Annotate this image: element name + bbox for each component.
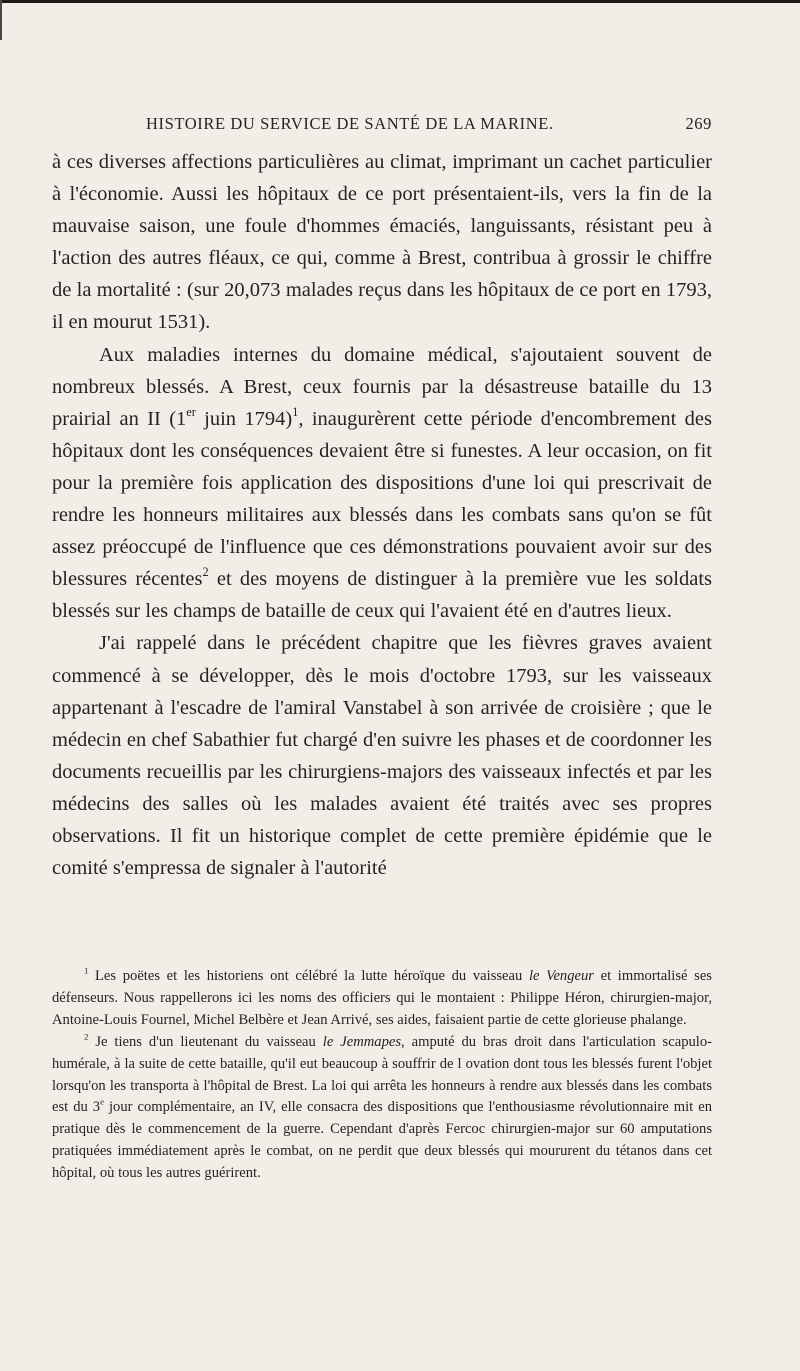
- body-text: [52, 146, 712, 884]
- ship-name-vengeur: le Vengeur: [528, 968, 594, 984]
- footnote-1: [52, 966, 712, 1032]
- superscript-er: er: [186, 404, 196, 419]
- footnote-1-marker: 1: [84, 965, 89, 976]
- footnote-2-part-b: , amputé du bras droit dans l'articulation scapulo-humérale, à la suite de cette bataille, qu'il eut beaucoup à souffrir de l ovation dont tous les blessés furent l'objet lorsqu'on les transporta à l'hôpital de Brest. La loi qui arrêta les honneurs à rendre aux blessés dans les combats est du 3: [52, 1033, 712, 1116]
- running-header: [146, 114, 712, 134]
- page-edge: [0, 0, 800, 3]
- paragraph-1: à ces diverses affections particulières au climat, imprimant un cachet particulier à l'économie. Aussi les hôpitaux de ce port présentaient-ils, vers la fin de la mauvaise saison, une foule d'hommes émaciés, languissants, résistant peu à l'action des autres fléaux, ce qui, comme à Brest, contribua à grossir le chiffre de la mortalité : (sur 20,073 malades reçus dans les hôpitaux de ce port en 1793, il en mourut 1531).: [52, 151, 712, 334]
- paragraph-2-part-a: Aux maladies internes du domaine médical, s'ajoutaient souvent de nombreux blessés. A Brest, ceux fournis par la désastreuse bataille du 13 prairial an II (1: [52, 343, 712, 430]
- ship-name-jemmapes: le Jemmapes: [322, 1033, 402, 1050]
- paragraph-2: [52, 339, 712, 628]
- footnote-2-part-c: jour complémentaire, an IV, elle consacra des dispositions que l'enthousiasme révolutionnaire mit en pratique dès le commencement de la guerre. Cependant d'après Fercoc chirurgien-major sur 60 amputations pratiquées immédiatement après le combat, on ne perdit que deux blessés qui moururent du tétanos dans cet hôpital, où tous les autres guérirent.: [52, 1099, 712, 1182]
- footnote-ref-1: 1: [292, 404, 299, 419]
- footnote-1-part-b: et immortalisé ses défenseurs. Nous rappellerons ici les noms des officiers qui le montaient : Philippe Héron, chirurgien-major, Antoine-Louis Fournel, Michel Belbère et Jean Arrivé, ses aides, faisaient partie de cette glorieuse phalange.: [52, 968, 712, 1028]
- footnote-ref-2: 2: [202, 565, 209, 579]
- paragraph-2-part-b: juin 1794): [195, 407, 293, 430]
- paragraph-2-part-d: et des moyens de distinguer à la première vue les soldats blessés sur les champs de bataille de ceux qui l'avaient été en d'autres lieux.: [52, 568, 712, 623]
- footnote-2: [52, 1032, 712, 1185]
- paragraph-2-part-c: , inaugurèrent cette période d'encombrement des hôpitaux dont les conséquences devaient être si funestes. A leur occasion, on fit pour la première fois application des dispositions d'une loi qui prescrivait de rendre les honneurs militaires aux blessés dans les combats sans qu'on se fût assez préoccupé de l'influence que ces démonstrations pouvaient avoir sur des blessures récentes: [52, 407, 712, 591]
- footnote-2-part-a: Je tiens d'un lieutenant du vaisseau: [88, 1033, 323, 1050]
- page-edge-left: [0, 0, 2, 40]
- footnotes: [52, 966, 712, 1185]
- paragraph-3: J'ai rappelé dans le précédent chapitre que les fièvres graves avaient commencé à se développer, dès le mois d'octobre 1793, sur les vaisseaux appartenant à l'escadre de l'amiral Vanstabel à son arrivée de croisière ; que le médecin en chef Sabathier fut chargé d'en suivre les phases et de coordonner les documents recueillis par les chirurgiens-majors des vaisseaux infectés et par les médecins des salles où les malades avaient été traités avec ses propres observations. Il fit un historique complet de cette première épidémie que le comité s'empressa de signaler à l'autorité: [52, 632, 712, 880]
- superscript-e: e: [100, 1096, 104, 1107]
- footnote-1-part-a: Les poëtes et les historiens ont célébré la lutte héroïque du vaisseau: [88, 968, 529, 984]
- footnote-2-marker: 2: [84, 1031, 89, 1042]
- page-number: 269: [685, 114, 712, 133]
- running-title: HISTOIRE DU SERVICE DE SANTÉ DE LA MARINE.: [146, 114, 554, 133]
